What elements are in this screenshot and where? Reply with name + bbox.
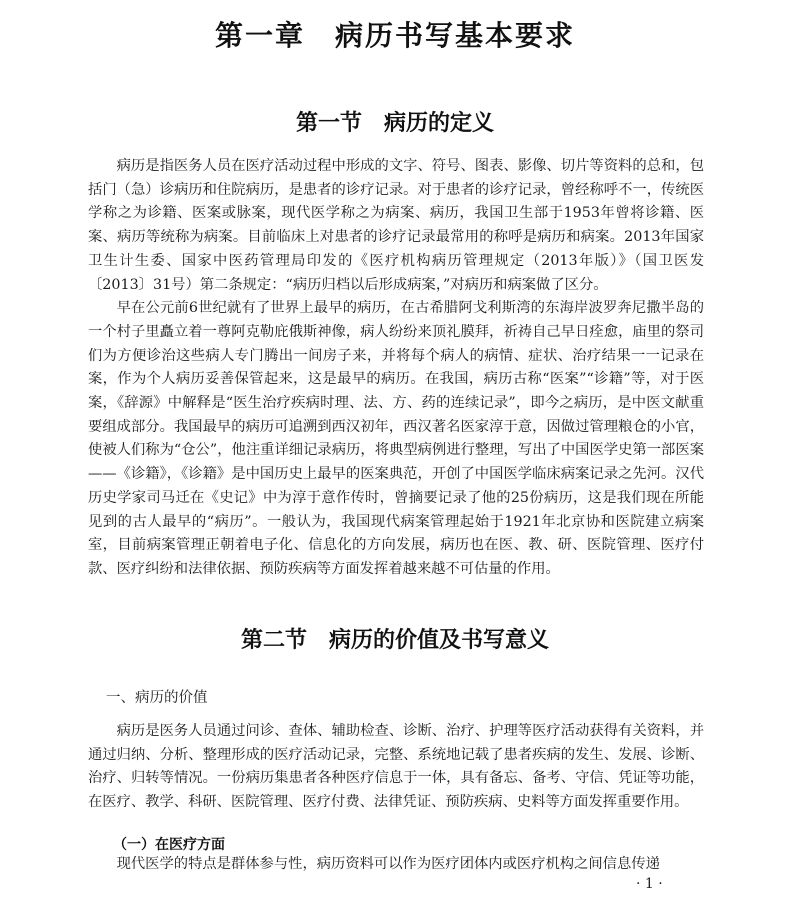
- paragraph: 早在公元前6世纪就有了世界上最早的病历，在古希腊阿戈利斯湾的东海岸波罗奔尼撒半岛的一个村子里矗立着一尊阿克勒庇俄斯神像，病人纷纷来顶礼膜拜，祈祷自己早日痊愈，庙里的祭司们为方便诊治这些病人专门腾出一间房子来，并将每个病人的病情、症状、治疗结果一一记录在案，作为个人病历妥善保管起来，这是最早的病历。在我国，病历古称“医案”“诊籍”等，对于医案，《辞源》中解释是“医生治疗疾病时理、法、方、药的连续记录”，即今之病历，是中医文献重要组成部分。我国最早的病历可追溯到西汉初年，西汉著名医家淳于意，因做过管理粮仓的小官，使被人们称为“仓公”，他注重详细记录病历，将典型病例进行整理，写出了中国医学史第一部医案——《诊籍》，《诊籍》是中国历史上最早的医案典范，开创了中国医学临床病案记录之先河。汉代历史学家司马迁在《史记》中为淳于意作传时，曾摘要记录了他的25份病历，这是我们现在所能见到的古人最早的“病历”。一般认为，我国现代病案管理起始于1921年北京协和医院建立病案室，目前病案管理正朝着电子化、信息化的方向发展，病历也在医、教、研、医院管理、医疗付款、医疗纠纷和法律依据、预防疾病等方面发挥着越来越不可估量的作用。: [88, 300, 704, 577]
- section-title-value: 第二节 病历的价值及书写意义: [240, 628, 549, 653]
- value-body: [88, 720, 704, 815]
- chapter-title: 第一章 病历书写基本要求: [214, 19, 575, 52]
- medical-aspect-body: [88, 853, 704, 877]
- paragraph: 病历是指医务人员在医疗活动过程中形成的文字、符号、图表、影像、切片等资料的总和，包括门（急）诊病历和住院病历，是患者的诊疗记录。对于患者的诊疗记录，曾经称呼不一，传统医学称之为诊籍、医案或脉案，现代医学称之为病案、病历，我国卫生部于1953年曾将诊籍、医案、病历等统称为病案。目前临床上对患者的诊疗记录最常用的称呼是病历和病案。2013年国家卫生计生委、国家中医药管理局印发的《医疗机构病历管理规定（2013年版）》（国卫医发〔2013〕31号）第二条规定：“病历归档以后形成病案，”对病历和病案做了区分。: [88, 158, 704, 293]
- paragraph: 现代医学的特点是群体参与性，病历资料可以作为医疗团体内或医疗机构之间信息传递: [116, 856, 660, 872]
- page-number: · 1 ·: [636, 876, 663, 892]
- sub-subheading: （一）在医疗方面: [113, 837, 225, 853]
- section-title-definition: 第一节 病历的定义: [295, 111, 494, 136]
- definition-body: [88, 155, 704, 582]
- subheading: 一、病历的价值: [106, 690, 208, 706]
- paragraph: 病历是医务人员通过问诊、查体、辅助检查、诊断、治疗、护理等医疗活动获得有关资料，并通过归纳、分析、整理形成的医疗活动记录，完整、系统地记载了患者疾病的发生、发展、诊断、治疗、归转等情况。一份病历集患者各种医疗信息于一体，具有备忘、备考、守信、凭证等功能，在医疗、教学、科研、医院管理、医疗付费、法律凭证、预防疾病、史料等方面发挥重要作用。: [88, 723, 704, 811]
